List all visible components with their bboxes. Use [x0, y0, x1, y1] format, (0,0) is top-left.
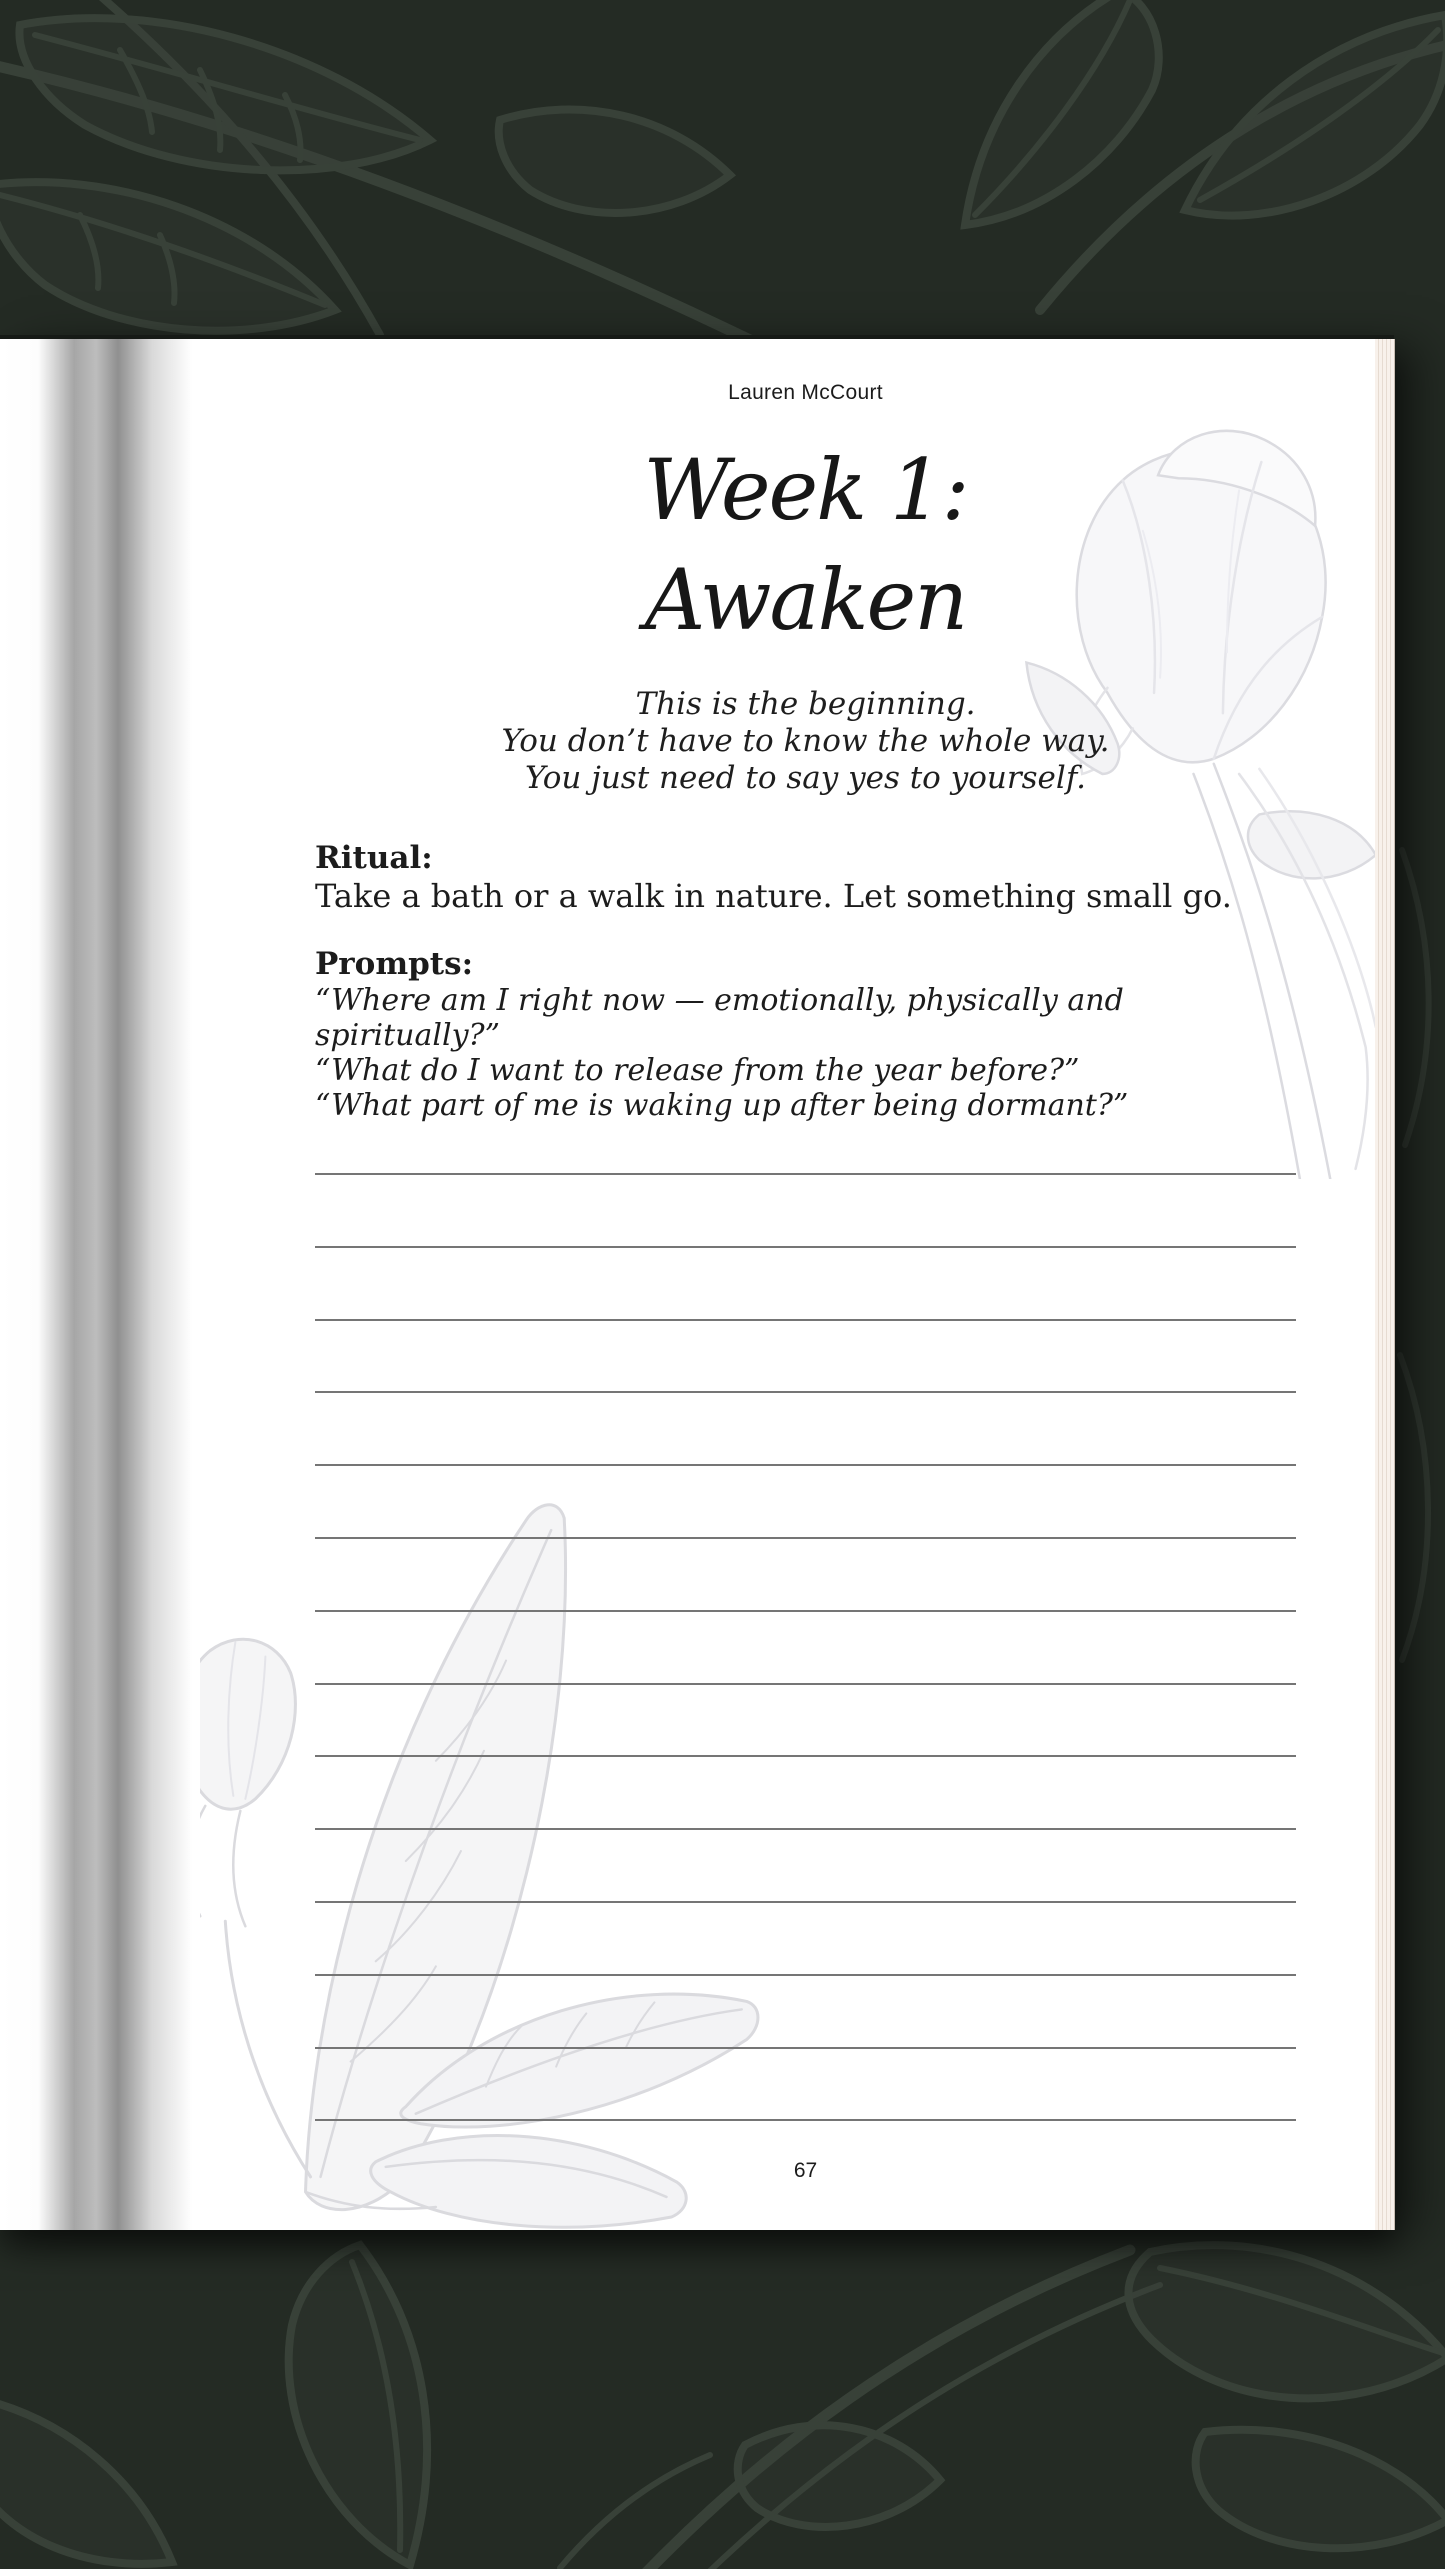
writing-line — [315, 1901, 1296, 1903]
quote-line: You just need to say yes to yourself. — [524, 760, 1087, 796]
opening-quote — [315, 686, 1296, 797]
writing-line — [315, 1974, 1296, 1976]
quote-line: You don’t have to know the whole way. — [501, 723, 1110, 759]
chapter-title — [315, 435, 1296, 655]
chapter-title-line1: Week 1: — [643, 441, 968, 539]
prompt-line: “What do I want to release from the year before?” — [315, 1053, 1080, 1088]
page-content — [315, 339, 1296, 2230]
writing-line — [315, 1755, 1296, 1757]
prompts-section — [315, 945, 1296, 1123]
writing-line — [315, 1683, 1296, 1685]
page-number: 67 — [793, 2159, 818, 2182]
chapter-title-line2: Awaken — [644, 551, 967, 649]
page-stack-edge — [1375, 339, 1395, 2230]
writing-line — [315, 1391, 1296, 1393]
writing-line — [315, 1173, 1296, 1175]
prompts-label: Prompts: — [315, 946, 474, 982]
running-header-author: Lauren McCourt — [728, 381, 883, 404]
prompt-line: “What part of me is waking up after being dormant?” — [315, 1088, 1129, 1123]
journal-page — [0, 339, 1394, 2230]
writing-line — [315, 1537, 1296, 1539]
ritual-label: Ritual: — [315, 840, 433, 876]
ritual-section — [315, 839, 1296, 915]
ritual-text: Take a bath or a walk in nature. Let something small go. — [315, 877, 1232, 915]
prompt-line: “Where am I right now — emotionally, physically and spiritually?” — [315, 983, 1124, 1053]
writing-line — [315, 1610, 1296, 1612]
writing-line — [315, 1464, 1296, 1466]
quote-line: This is the beginning. — [635, 686, 976, 722]
writing-line — [315, 1319, 1296, 1321]
writing-line — [315, 1828, 1296, 1830]
writing-line — [315, 1246, 1296, 1248]
journal-page-paper — [0, 339, 1375, 2230]
writing-lines — [315, 1173, 1296, 2192]
writing-line — [315, 2047, 1296, 2049]
writing-line — [315, 2119, 1296, 2121]
